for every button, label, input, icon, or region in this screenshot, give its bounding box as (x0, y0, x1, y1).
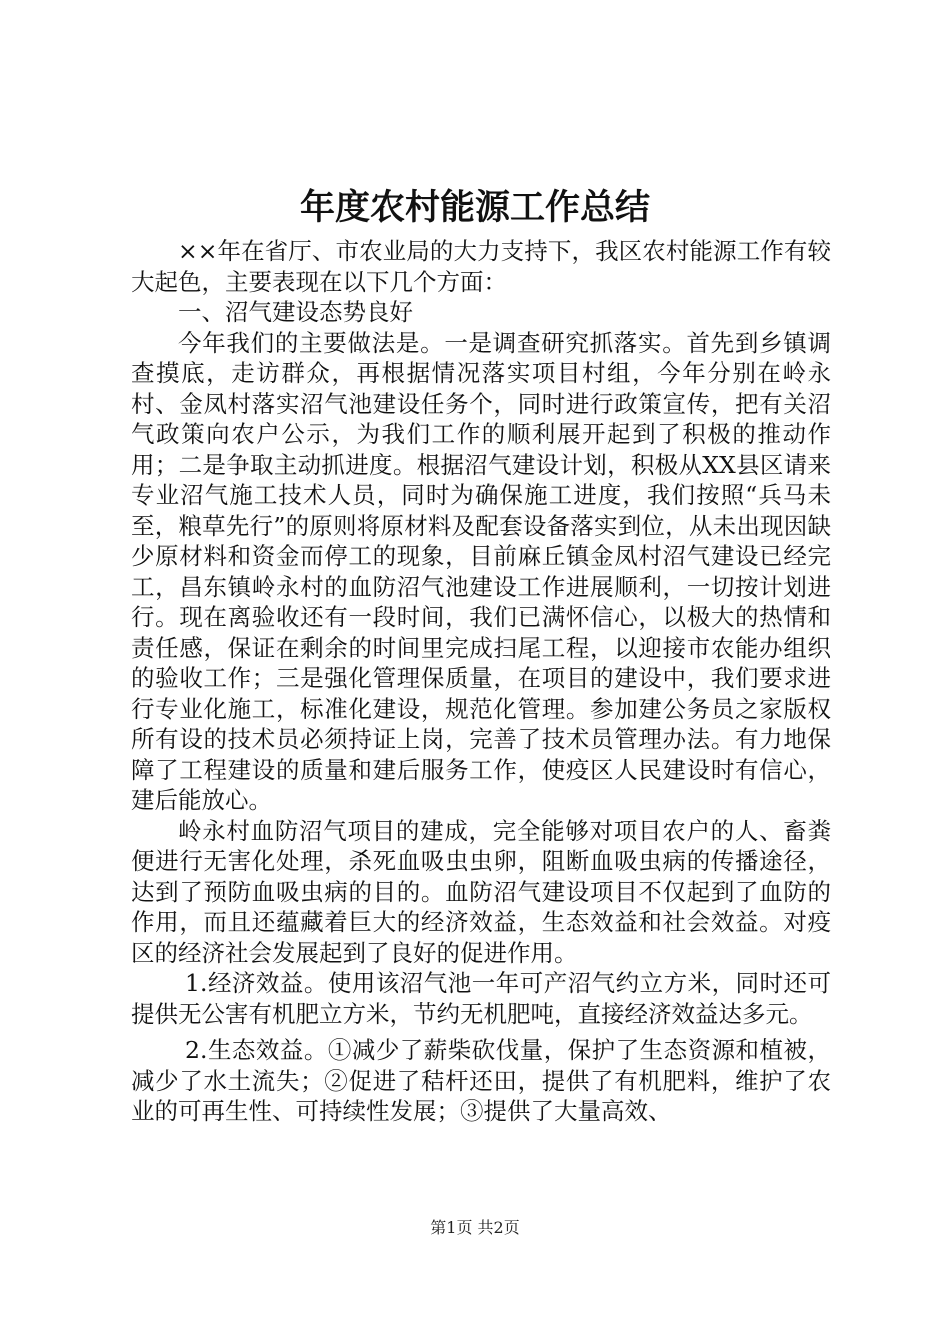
document-title: 年度农村能源工作总结 (299, 187, 650, 228)
numbered-item: 1.经济效益。使用该沼气池一年可产沼气约立方米，同时还可提供无公害有机肥立方米，节约无机肥吨，直接经济效益达多元。 (131, 969, 831, 1028)
intro-paragraph: ××年在省厅、市农业局的大力支持下，我区农村能源工作有较大起色，主要表现在以下几个方面： (131, 237, 831, 296)
document-body (131, 236, 831, 1127)
page-footer: 第1页 共2页 (430, 1218, 520, 1237)
body-paragraph: 岭永村血防沼气项目的建成，完全能够对项目农户的人、畜粪便进行无害化处理，杀死血吸虫虫卵，阻断血吸虫病的传播途径，达到了预防血吸虫病的目的。血防沼气建设项目不仅起到了血防的作用，而且还蕴藏着巨大的经济效益，生态效益和社会效益。对疫区的经济社会发展起到了良好的促进作用。 (131, 816, 831, 967)
body-paragraph: 今年我们的主要做法是。一是调查研究抓落实。首先到乡镇调查摸底，走访群众，再根据情况落实项目村组，今年分别在岭永村、金凤村落实沼气池建设任务个，同时进行政策宣传，把有关沼气政策向农户公示，为我们工作的顺利展开起到了积极的推动作用；二是争取主动抓进度。根据沼气建设计划，积极从XX县区请来专业沼气施工技术人员，同时为确保施工进度，我们按照“兵马未至，粮草先行”的原则将原材料及配套设备落实到位，从未出现因缺少原材料和资金而停工的现象，目前麻丘镇金凤村沼气建设已经完工，昌东镇岭永村的血防沼气池建设工作进展顺利，一切按计划进行。现在离验收还有一段时间，我们已满怀信心，以极大的热情和责任感，保证在剩余的时间里完成扫尾工程，以迎接市农能办组织的验收工作；三是强化管理保质量，在项目的建设中，我们要求进行专业化施工，标准化建设，规范化管理。参加建公务员之家版权所有设的技术员必须持证上岗，完善了技术员管理办法。有力地保障了工程建设的质量和建后服务工作，使疫区人民建设时有信心，建后能放心。 (131, 328, 831, 814)
numbered-item: 2.生态效益。①减少了薪柴砍伐量，保护了生态资源和植被，减少了水土流失；②促进了秸杆还田，提供了有机肥料，维护了农业的可再生性、可持续性发展；③提供了大量高效、 (131, 1036, 831, 1125)
section-heading: 一、沼气建设态势良好 (178, 298, 413, 326)
